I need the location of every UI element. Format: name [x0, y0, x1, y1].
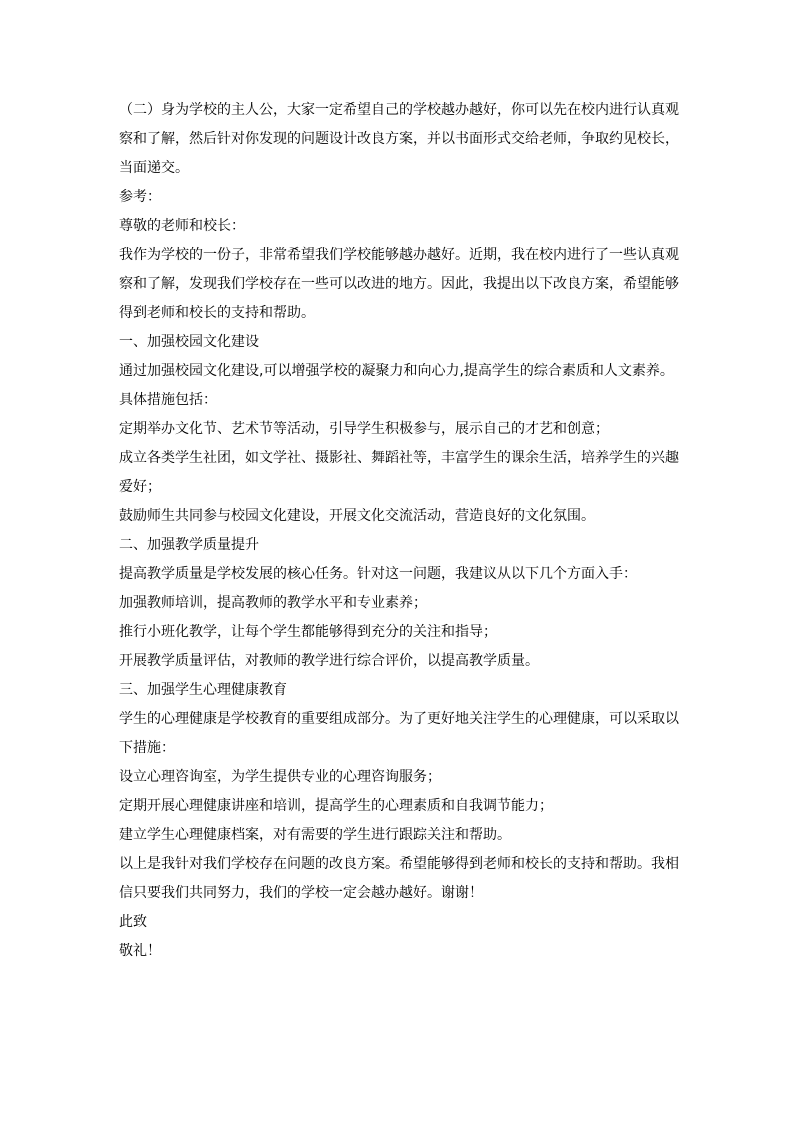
text-line: 开展教学质量评估，对教师的教学进行综合评价，以提高教学质量。 — [119, 653, 539, 669]
closing-line: 此致 — [119, 914, 147, 930]
text-line: 推行小班化教学，让每个学生都能够得到充分的关注和指导； — [119, 624, 497, 640]
text-line: 我作为学校的一份子，非常希望我们学校能够越办越好。近期，我在校内进行了一些认真观 — [119, 247, 679, 263]
salutation: 尊敬的老师和校长： — [119, 218, 245, 234]
text-line: 鼓励师生共同参与校园文化建设，开展文化交流活动，营造良好的文化氛围。 — [119, 508, 595, 524]
text-line: 设立心理咨询室，为学生提供专业的心理咨询服务； — [119, 769, 441, 785]
text-line: 下措施： — [119, 740, 175, 756]
text-line: 以上是我针对我们学校存在问题的改良方案。希望能够得到老师和校长的支持和帮助。我相 — [119, 856, 679, 872]
text-line: 察和了解，然后针对你发现的问题设计改良方案，并以书面形式交给老师，争取约见校长， — [119, 131, 679, 147]
section-heading-2: 二、加强教学质量提升 — [119, 537, 259, 553]
text-line: 察和了解，发现我们学校存在一些可以改进的地方。因此，我提出以下改良方案，希望能够 — [119, 276, 679, 292]
reference-label: 参考： — [119, 189, 161, 205]
text-line: 当面递交。 — [119, 160, 189, 176]
text-line: 提高教学质量是学校发展的核心任务。针对这一问题，我建议从以下几个方面入手： — [119, 566, 637, 582]
text-line: 成立各类学生社团，如文学社、摄影社、舞蹈社等，丰富学生的课余生活，培养学生的兴趣 — [119, 450, 679, 466]
text-line: 信只要我们共同努力，我们的学校一定会越办越好。谢谢！ — [119, 885, 483, 901]
text-line: 通过加强校园文化建设,可以增强学校的凝聚力和向心力,提高学生的综合素质和人文素养。 — [119, 363, 674, 379]
text-line: 定期开展心理健康讲座和培训，提高学生的心理素质和自我调节能力； — [119, 798, 553, 814]
closing-greeting: 敬礼！ — [119, 943, 161, 959]
text-line: 定期举办文化节、艺术节等活动，引导学生积极参与，展示自己的才艺和创意； — [119, 421, 609, 437]
document-body — [119, 96, 679, 966]
text-line: （二）身为学校的主人公，大家一定希望自己的学校越办越好，你可以先在校内进行认真观 — [119, 102, 679, 118]
section-heading-1: 一、加强校园文化建设 — [119, 334, 259, 350]
text-line: 得到老师和校长的支持和帮助。 — [119, 305, 315, 321]
text-line: 加强教师培训，提高教师的教学水平和专业素养； — [119, 595, 427, 611]
text-line: 具体措施包括： — [119, 392, 217, 408]
text-line: 爱好； — [119, 479, 161, 495]
text-line: 学生的心理健康是学校教育的重要组成部分。为了更好地关注学生的心理健康，可以采取以 — [119, 711, 679, 727]
text-line: 建立学生心理健康档案，对有需要的学生进行跟踪关注和帮助。 — [119, 827, 511, 843]
section-heading-3: 三、加强学生心理健康教育 — [119, 682, 287, 698]
